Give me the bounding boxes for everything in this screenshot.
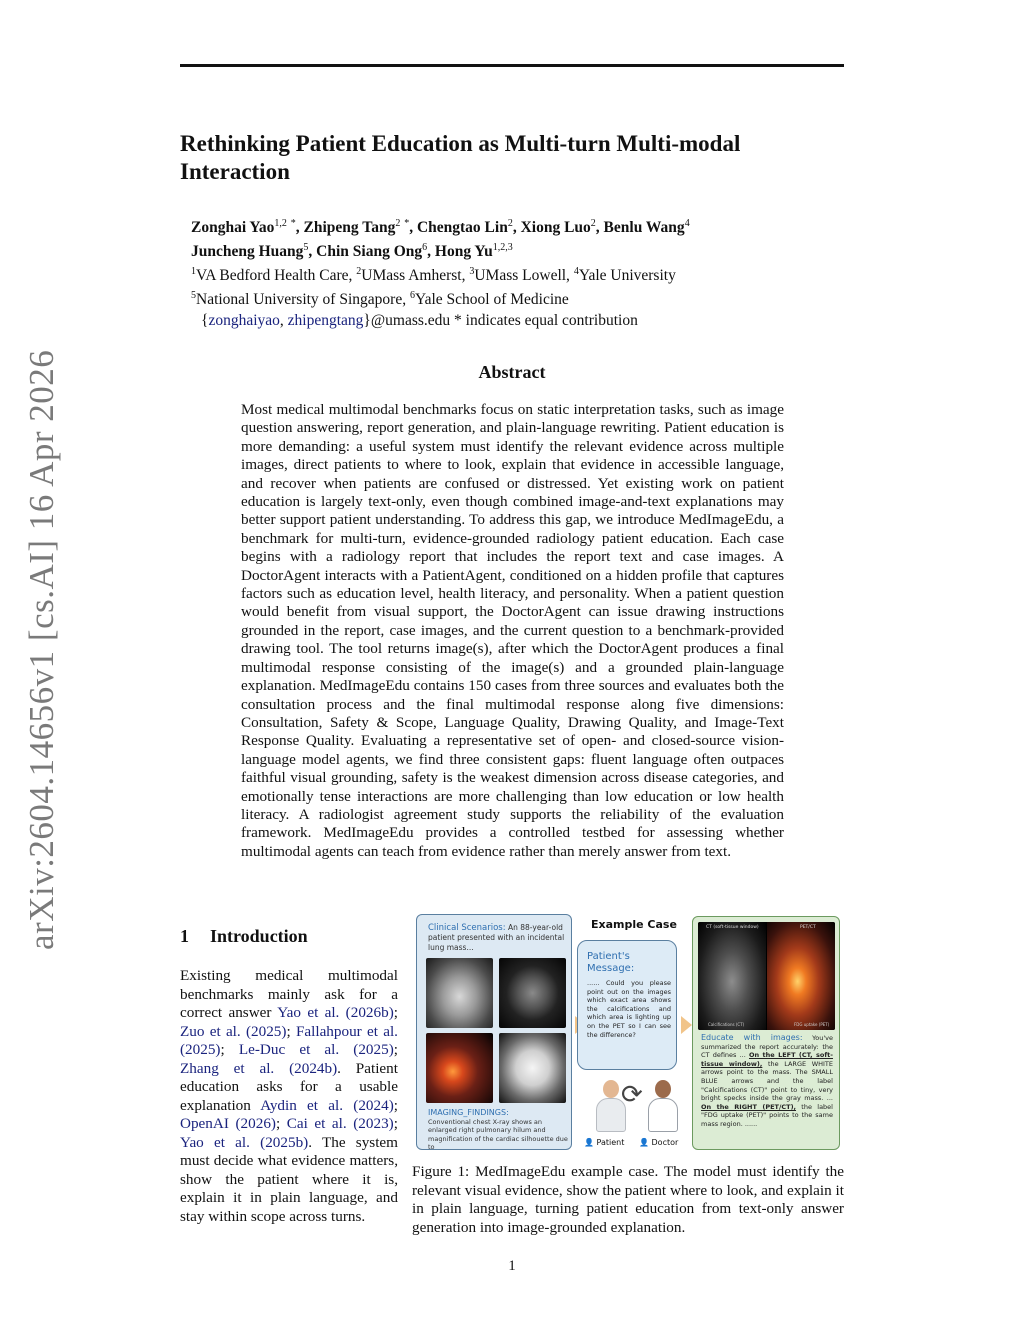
- pet-scan-image: [426, 1033, 493, 1103]
- author-name: Hong Yu: [434, 243, 493, 261]
- author-names: Zonghai Yao$^{1,2}$ *, Zhipeng Tang$^2$ *, Chengtao Lin$^2$, Xiong Luo$^2$, Benlu Wang$^4$ Juncheng Huang$^5$, Chin Siang Ong$^6$, Hong Yu$^{1,2,3}$: [191, 218, 690, 261]
- arxiv-identifier: arXiv:2604.14656v1 [cs.AI] 16 Apr 2026: [22, 349, 61, 950]
- author-name: Juncheng Huang: [191, 243, 304, 261]
- educate-panel: [692, 916, 840, 1150]
- ct-scan-image: [499, 958, 566, 1028]
- patient-label: 👤 Patient: [584, 1138, 625, 1147]
- lung-window-image: [499, 1033, 566, 1103]
- chest-xray-image: [426, 958, 493, 1028]
- clinical-scenario-text: Clinical Scenarios: An 88-year-old patient presented with an incidental lung mass...: [428, 923, 565, 952]
- author-name: Zhipeng Tang: [303, 219, 396, 237]
- citation-link[interactable]: Zhang et al. (2024b): [180, 1059, 338, 1077]
- affiliation-line: $^5$National University of Singapore, $^6$Yale School of Medicine: [191, 290, 569, 309]
- email-link[interactable]: zonghaiyao: [208, 311, 280, 329]
- author-block: [191, 214, 841, 331]
- doctor-avatar-icon: [648, 1080, 678, 1132]
- ct-caption: CT (soft-tissue window): [706, 925, 759, 930]
- flow-arrow-icon: [681, 1016, 692, 1034]
- page-number: 1: [508, 1258, 516, 1274]
- figure-1: [413, 912, 841, 1152]
- cycle-arrows-icon: ⟳: [621, 1080, 643, 1110]
- section-heading: 1 Introduction: [180, 926, 308, 946]
- author-name: Chin Siang Ong: [316, 243, 423, 261]
- author-name: Chengtao Lin: [416, 219, 508, 237]
- intro-paragraph: Existing medical multimodal benchmarks mainly ask for a correct answer Yao et al. (2026b); Zuo et al. (2025); Fallahpour et al. (2025); Le-Duc et al. (2025); Zhang et al. (2024b). Patient education asks for a usable explanation Aydin et al. (2024); OpenAI (2026); Cai et al. (2023); Yao et al. (2025b). The system must decide what evidence matters, show the patient where it is, explain it in plain language, and stay within scope across turns.: [180, 967, 398, 1225]
- author-name: Benlu Wang: [603, 219, 685, 237]
- doctor-label: 👤 Doctor: [639, 1138, 679, 1147]
- citation-link[interactable]: Yao et al. (2025b): [180, 1133, 309, 1151]
- paper-title: Rethinking Patient Education as Multi-turn Multi-modal Interaction: [180, 131, 741, 184]
- patient-message-bubble: [577, 940, 677, 1070]
- citation-link[interactable]: OpenAI (2026): [180, 1115, 276, 1132]
- abstract-text: Most medical multimodal benchmarks focus on static interpretation tasks, such as image question answering, report generation, and plain-language rewriting. Patient education is more demanding: a useful system must identify the relevant evidence across multiple images, direct patients to where to look, explain that evidence in accessible language, and recover when patients are confused or distressed. Yet existing work on patient education is largely text-only, even though combined image-and-text explanations may better support patient understanding. To address this gap, we introduce MedImageEdu, a benchmark for multi-turn, evidence-grounded radiology patient education. Each case begins with a radiology report that includes the report text and case images. A DoctorAgent interacts with a PatientAgent, conditioned on a hidden profile that captures factors such as education level, health literacy, and personality. When a patient question would benefit from visual support, the DoctorAgent can issue drawing instructions grounded in the report, case images, and the current question to a benchmark-provided drawing tool. The tool returns image(s), after which the DoctorAgent produces a final multimodal response consisting of the image(s) and a grounded plain-language explanation. MedImageEdu contains 150 cases from three sources and evaluates both the consultation process and the final multimodal response along five dimensions: Consultation, Safety & Scope, Language Quality, Drawing Quality, and Image-Text Response Quality. Evaluating a representative set of open- and closed-source vision-language model agents, we find three consistent gaps: fluent language often outpaces faithful visual grounding, safety is the weakest dimension across disease categories, and emotionally tense interactions are more challenging than low education or low health literacy. A radiologist agreement study supports the reliability of the evaluation framework. MedImageEdu provides a controlled testbed for assessing whether multimodal agents can teach from evidence rather than merely answer from text.: [241, 401, 784, 860]
- clinical-scenario-panel: [416, 914, 572, 1150]
- pet-caption: PET/CT: [800, 925, 816, 930]
- email-link[interactable]: zhipengtang: [287, 311, 364, 329]
- author-name: Xiong Luo: [520, 219, 591, 237]
- contact-email: {zonghaiyao, zhipengtang}@umass.edu * indicates equal contribution: [201, 311, 638, 329]
- citation-link[interactable]: Aydin et al. (2024): [260, 1096, 394, 1114]
- patient-message-title: Patient's Message:: [587, 951, 635, 974]
- example-case-title: Example Case: [591, 918, 677, 931]
- ct-footer-label: Calcifications (CT): [708, 1022, 745, 1027]
- imaging-findings-text: IMAGING_FINDINGS: Conventional chest X-ray shows an enlarged right pulmonary hilum and magnification of the cardiac silhouette due to: [428, 1108, 568, 1151]
- abstract-heading: Abstract: [478, 362, 546, 382]
- figure-caption: Figure 1: MedImageEdu example case. The model must identify the relevant visual evidence, show the patient where to look, and explain it in plain language, turning patient education from text-only answer generation into image-grounded explanation.: [412, 1163, 844, 1236]
- citation-link[interactable]: Yao et al. (2026b): [277, 1004, 394, 1021]
- author-name: Zonghai Yao: [191, 219, 275, 237]
- annotated-ct-image: [698, 922, 766, 1030]
- top-rule: [180, 64, 844, 67]
- annotated-pet-image: [767, 922, 835, 1030]
- citation-link[interactable]: Zuo et al. (2025): [180, 1022, 287, 1040]
- affiliation-line: $^1$VA Bedford Health Care, $^2$UMass Amherst, $^3$UMass Lowell, $^4$Yale University: [191, 266, 676, 285]
- pet-footer-label: FDG uptake (PET): [794, 1022, 830, 1027]
- case-image-grid: [426, 958, 566, 1103]
- patient-message-text: ...... Could you please point out on the images which exact area shows the calcifications and which area is lighting up on the PET so I can see the difference?: [587, 979, 671, 1039]
- citation-link[interactable]: Cai et al. (2023): [286, 1115, 394, 1132]
- citation-link[interactable]: Fallahpour et al. (2025): [180, 1022, 398, 1058]
- citation-link[interactable]: Le-Duc et al. (2025): [238, 1041, 394, 1058]
- annotated-scan-pair: [698, 922, 835, 1030]
- educate-text: Educate with images: You've summarized the report accurately: the CT defines ... On the LEFT (CT, soft-tissue window), the LARGE WHITE arrows point to the mass. The SMALL BLUE arrows and the label "Calcifications (CT)" point to tiny, very bright specks inside the gray mass. ... On the RIGHT (PET/CT), the label "FDG uptake (PET)" points to the same mass region. ......: [701, 1033, 834, 1128]
